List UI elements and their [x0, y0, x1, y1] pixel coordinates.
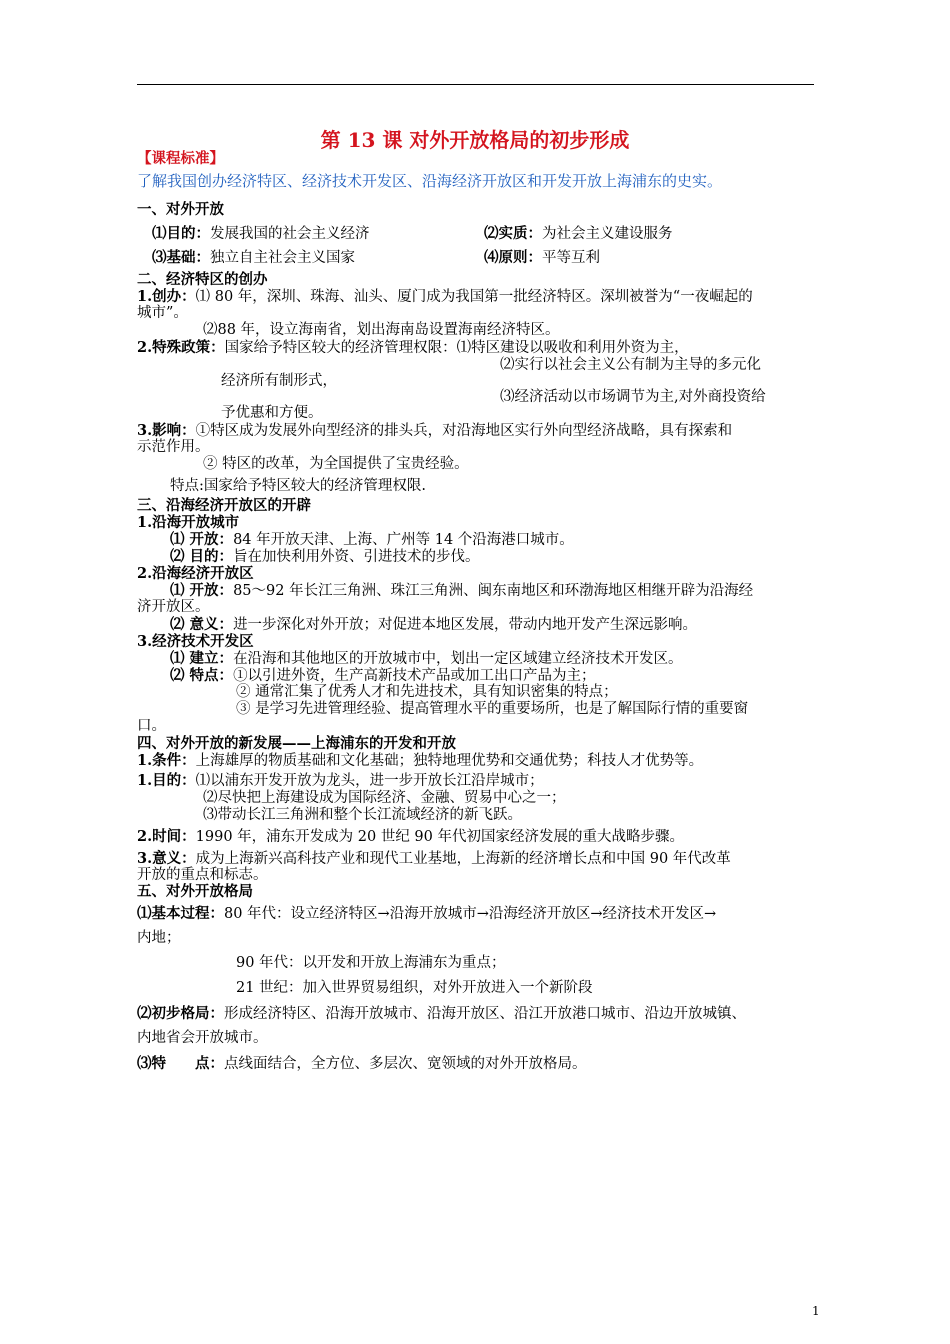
header-rule [137, 84, 814, 85]
s1-item-label: ⑶基础： [152, 249, 210, 266]
course-standard-heading: 【课程标准】 [137, 150, 224, 167]
s3-c1-text: 在沿海和其他地区的开放城市中，划出一定区域建立经济技术开发区。 [233, 651, 683, 667]
s2-impact-text: ①特区成为发展外向型经济的排头兵，对沿海地区实行外向型经济战略，具有探索和 [195, 423, 733, 439]
s3-a1-text: 84 年开放天津、上海、广州等 14 个沿海港口城市。 [233, 532, 574, 548]
s5-q1-line-3: 90 年代：以开发和开放上海浦东为重点； [236, 955, 506, 971]
page-title: 第 13 课 对外开放格局的初步形成 [320, 128, 630, 152]
s3-c2-label: ⑵ 特点： [170, 667, 234, 684]
s2-impact-line-1 [137, 422, 732, 440]
s3-c1-line [170, 650, 683, 668]
s2-impact-label: 3.影响： [137, 422, 196, 439]
s1-item-text: 独立自主社会主义国家 [210, 250, 355, 266]
course-standard-text: 了解我国创办经济特区、经济技术开发区、沿海经济开放区和开发开放上海浦东的史实。 [137, 172, 723, 190]
s2-founding-line-3: ⑵88 年，设立海南省，划出海南岛设置海南经济特区。 [203, 322, 560, 338]
s2-feature-line: 特点:国家给予特区较大的经济管理权限. [170, 478, 426, 494]
s2-impact-line-2: 示范作用。 [137, 439, 210, 455]
section-1-heading: 一、对外开放 [137, 201, 224, 218]
s4-p4-line-1 [137, 850, 731, 868]
s3-b1-text: 85～92 年长江三角洲、珠江三角洲、闽东南地区和环渤海地区相继开辟为沿海经 [233, 583, 754, 599]
s4-p2-label: 1.目的： [137, 772, 196, 789]
s5-q2-line-1 [137, 1005, 746, 1023]
s5-q1-line-1 [137, 905, 716, 923]
s3-b2-line [170, 616, 697, 634]
s5-q3-text: 点线面结合，全方位、多层次、宽领域的对外开放格局。 [224, 1056, 587, 1072]
s5-q2-line-2: 内地省会开放城市。 [137, 1030, 268, 1046]
s2-policy-line-5: 予优惠和方便。 [221, 405, 323, 421]
s1-item-text: 平等互利 [542, 250, 600, 266]
s4-p4-line-2: 开放的重点和标志。 [137, 867, 268, 883]
s3-b1-line-1 [170, 582, 753, 600]
s1-item-text: 为社会主义建设服务 [542, 226, 673, 242]
s2-policy-text: 国家给予特区较大的经济管理权限：⑴特区建设以吸收和利用外资为主， [224, 340, 689, 356]
s4-p2-line-2: ⑵尽快把上海建设成为国际经济、金融、贸易中心之一； [203, 790, 566, 806]
s5-q1-text: 80 年代：设立经济特区→沿海开放城市→沿海经济开放区→经济技术开发区→ [224, 906, 717, 922]
section-4-heading: 四、对外开放的新发展——上海浦东的开发和开放 [137, 735, 456, 752]
s3-b2-label: ⑵ 意义： [170, 616, 234, 633]
s3-b2-text: 进一步深化对外开放；对促进本地区发展，带动内地开发产生深远影响。 [233, 617, 698, 633]
s3-subheading-2: 2.沿海经济开放区 [137, 565, 254, 582]
s5-q1-label: ⑴基本过程： [137, 905, 224, 922]
s2-policy-line-1 [137, 339, 689, 357]
s2-policy-label: 2.特殊政策： [137, 339, 225, 356]
s4-p1-text: 上海雄厚的物质基础和文化基础；独特地理优势和交通优势；科技人才优势等。 [195, 753, 704, 769]
s4-p4-text: 成为上海新兴高科技产业和现代工业基地，上海新的经济增长点和中国 90 年代改革 [195, 851, 731, 867]
s2-founding-text: ⑴ 80 年，深圳、珠海、汕头、厦门成为我国第一批经济特区。深圳被誉为“一夜崛起的 [195, 289, 753, 305]
s5-q1-line-2: 内地； [137, 930, 181, 946]
section-5-heading: 五、对外开放格局 [137, 883, 253, 900]
section-3-heading: 三、沿海经济开放区的开辟 [137, 497, 311, 514]
s3-c1-label: ⑴ 建立： [170, 650, 234, 667]
s2-founding-line-2: 城市”。 [137, 305, 188, 321]
s3-b1-line-2: 济开放区。 [137, 599, 210, 615]
s4-p2-line-1 [137, 772, 544, 790]
s5-q3-label: ⑶特 点： [137, 1055, 224, 1072]
s3-c2-line-3: ③ 是学习先进管理经验、提高管理水平的重要场所，也是了解国际行情的重要窗 [236, 701, 749, 717]
s2-policy-line-4: ⑶经济活动以市场调节为主,对外商投资给 [500, 389, 766, 405]
page-number: 1 [812, 1304, 820, 1318]
s5-q2-label: ⑵初步格局： [137, 1005, 224, 1022]
s3-a2-line [170, 548, 480, 566]
s1-item-purpose [152, 225, 370, 243]
s3-a2-label: ⑵ 目的： [170, 548, 234, 565]
s2-policy-line-3: 经济所有制形式， [221, 373, 337, 389]
s3-a1-label: ⑴ 开放： [170, 531, 234, 548]
s5-q1-line-4: 21 世纪：加入世界贸易组织，对外开放进入一个新阶段 [236, 980, 593, 996]
s4-p1-label: 1.条件： [137, 752, 196, 769]
s4-p1-line [137, 752, 703, 770]
s1-item-label: ⑵实质： [484, 225, 542, 242]
s2-policy-line-2: ⑵实行以社会主义公有制为主导的多元化 [500, 357, 761, 373]
s3-b1-label: ⑴ 开放： [170, 582, 234, 599]
s3-subheading-3: 3.经济技术开发区 [137, 633, 254, 650]
s5-q2-text: 形成经济特区、沿海开放城市、沿海开放区、沿江开放港口城市、沿边开放城镇、 [224, 1006, 746, 1022]
s4-p2-text: ⑴以浦东开发开放为龙头，进一步开放长江沿岸城市； [195, 773, 544, 789]
s4-p4-label: 3.意义： [137, 850, 196, 867]
s4-p2-line-3: ⑶带动长江三角洲和整个长江流域经济的新飞跃。 [203, 807, 522, 823]
s3-a1-line [170, 531, 574, 549]
s3-c2-line-2: ② 通常汇集了优秀人才和先进技术，具有知识密集的特点； [236, 684, 618, 700]
s1-item-text: 发展我国的社会主义经济 [210, 226, 370, 242]
s1-item-basis [152, 249, 355, 267]
s1-item-essence [484, 225, 673, 243]
s3-c2-text: ①以引进外资，生产高新技术产品或加工出口产品为主； [233, 668, 596, 684]
s2-founding-line-1 [137, 288, 753, 306]
s4-p3-line [137, 828, 684, 846]
s3-subheading-1: 1.沿海开放城市 [137, 514, 240, 531]
s3-a2-text: 旨在加快利用外资、引进技术的步伐。 [233, 549, 480, 565]
s5-q3-line [137, 1055, 587, 1073]
s3-c2-line-4: 口。 [137, 718, 166, 734]
s4-p3-label: 2.时间： [137, 828, 196, 845]
section-2-heading: 二、经济特区的创办 [137, 271, 268, 288]
s2-impact-line-3: ② 特区的改革，为全国提供了宝贵经验。 [203, 456, 469, 472]
s1-item-principle [484, 249, 600, 267]
s4-p3-text: 1990 年，浦东开发成为 20 世纪 90 年代初国家经济发展的重大战略步骤。 [195, 829, 684, 845]
s1-item-label: ⑷原则： [484, 249, 542, 266]
s2-founding-label: 1.创办： [137, 288, 196, 305]
s3-c2-line-1 [170, 667, 596, 685]
s1-item-label: ⑴目的： [152, 225, 210, 242]
